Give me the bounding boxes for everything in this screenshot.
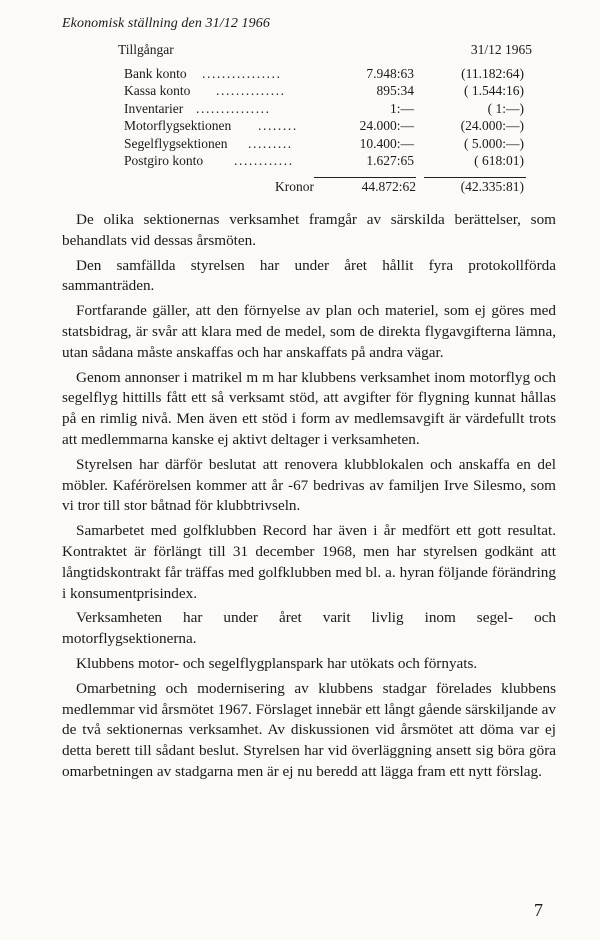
paragraph: Fortfarande gäller, att den förnyelse av plan och materiel, som ej göres med statsbidrag, är svår att klara med de medel, som de direkta flygavgifterna lämna, utan sådana måste anskaffas och har anskaffats på andra vägar. <box>62 302 556 361</box>
leader-dots: .............. <box>216 83 286 98</box>
account-prev-value: (24.000:—) <box>460 118 524 133</box>
leader-dots: ............ <box>234 153 294 168</box>
paragraph: Styrelsen har därför beslutat att renovera klubblokalen och anskaffa en del möbler. Kaférörelsen kommer att år -67 bedrivas av familjen Irve Silesmo, som vi tror till stor båtnad för klubbtrivseln. <box>62 455 556 515</box>
account-label: Inventarier <box>124 100 184 116</box>
page-heading: Ekonomisk ställning den 31/12 1966 <box>62 16 270 31</box>
leader-dots: ................ <box>202 65 282 81</box>
account-label: Kassa konto <box>124 83 191 98</box>
account-prev-value: ( 1.544:16) <box>464 83 524 98</box>
paragraph: Den samfällda styrelsen har under året hållit fyra protokollförda sammanträden. <box>62 256 556 295</box>
balance-sheet <box>118 42 534 199</box>
assets-column-title: Tillgångar <box>118 42 174 57</box>
account-value: 1:— <box>389 100 414 116</box>
account-label: Segelflygsektionen <box>124 135 228 151</box>
paragraph: Klubbens motor- och segelflygplanspark har utökats och förnyats. <box>76 654 478 672</box>
account-value: 895:34 <box>376 83 414 98</box>
paragraph: Samarbetet med golfklubben Record har även i år medfört ett gott resultat. Kontraktet är förlängt till 31 december 1968, men har styrelsen godkänt att långtidskontrakt får träffas med golfklubben med bl. a. hyran följande förändring i konsumentprisindex. <box>62 522 556 602</box>
leader-dots: ......... <box>248 135 293 151</box>
paragraph: De olika sektionernas verksamhet framgår av särskilda berättelser, som behandlats vid dessas årsmöten. <box>62 211 556 249</box>
balance-total-row <box>124 175 534 199</box>
balance-row <box>124 83 534 101</box>
leader-dots: ........ <box>258 118 298 133</box>
balance-row <box>124 118 534 136</box>
paragraph: Genom annonser i matrikel m m har klubbens verksamhet inom motorflyg och segelflyg hittills fått ett så verksamt stöd, att avgifter för flygning kunnat hållas på en rimlig nivå. Men även ett stöd i form av medlemsavgift är värdefullt trots att medlemmarna kanske ej aktivt deltager i verksamheten. <box>62 368 556 448</box>
account-label: Motorflygsektionen <box>124 118 232 133</box>
account-value: 7.948:63 <box>366 65 414 81</box>
body-text <box>62 210 556 787</box>
total-value: 44.872:62 <box>361 178 416 194</box>
account-label: Postgiro konto <box>124 153 204 168</box>
account-prev-value: (11.182:64) <box>461 65 524 81</box>
balance-row <box>124 66 534 84</box>
sum-rule-prev <box>424 177 526 178</box>
sum-rule <box>314 177 416 178</box>
leader-dots: ............... <box>196 100 271 116</box>
account-label: Bank konto <box>124 65 187 81</box>
account-prev-value: ( 5.000:—) <box>464 135 524 151</box>
page-number: 7 <box>534 900 543 920</box>
balance-row <box>124 136 534 154</box>
balance-row <box>124 153 534 171</box>
balance-sheet-header <box>118 42 534 60</box>
account-value: 1.627:65 <box>366 153 414 168</box>
total-prev-value: (42.335:81) <box>460 178 524 194</box>
balance-row <box>124 101 534 119</box>
prev-year-column-title: 31/12 1965 <box>470 42 532 57</box>
paragraph: Omarbetning och modernisering av klubbens stadgar förelades klubbens medlemmar vid årsmötet 1967. Förslaget innebär ett långt gående särskiljande av de två sektionernas verksamhet. Av diskussionen vid årsmötet att döma var ej detta berett till sådant beslut. Styrelsen har vid överläggning ansett sig böra göra omarbetningen av stadgarna men är ej nu beredd att lägga fram ett nytt förslag. <box>62 679 556 780</box>
account-value: 24.000:— <box>359 118 414 133</box>
paragraph: Verksamheten har under året varit livlig inom segel- och motorflygsektionerna. <box>62 609 556 648</box>
account-prev-value: ( 1:—) <box>487 100 524 116</box>
total-label: Kronor <box>275 178 314 194</box>
account-value: 10.400:— <box>359 135 414 151</box>
account-prev-value: ( 618:01) <box>474 153 524 168</box>
